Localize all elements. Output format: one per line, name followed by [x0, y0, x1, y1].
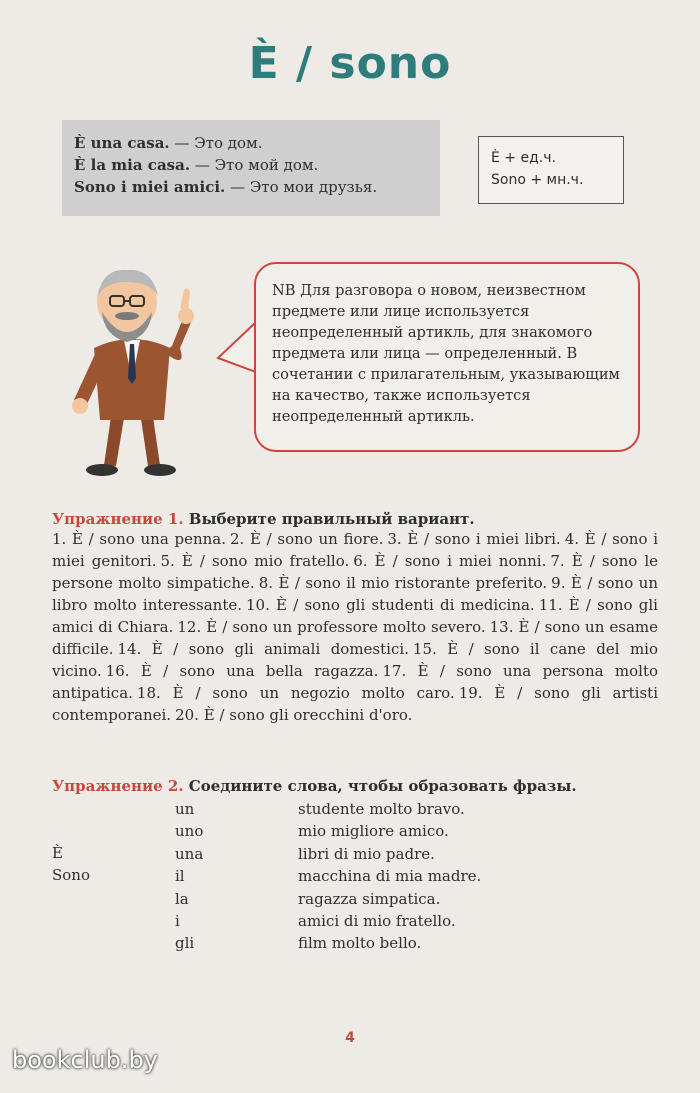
exercise-item: 9. È / sono un libro molto interessante.: [52, 574, 658, 614]
speech-bubble-tail: [214, 318, 258, 378]
exercise-item: 1. È / sono una penna.: [52, 530, 226, 548]
exercise-item: 2. È / sono un fiore.: [229, 530, 384, 548]
verbs-column: È Sono: [52, 844, 90, 885]
exercise-1: [52, 510, 658, 726]
exercise-item: 16. È / sono una bella ragazza.: [105, 662, 379, 680]
example-line: È una casa. — Это дом.: [74, 134, 263, 152]
page-title: È / sono: [248, 38, 452, 89]
phrases-column: studente molto bravo. mio migliore amico. libri di mio padre. macchina di mia madre. ragazza simpatica. amici di mio fratello. film molto bello.: [298, 800, 482, 953]
example-line: Sono i miei amici. — Это мои друзья.: [74, 178, 378, 196]
articles-column: un uno una il la i gli: [175, 800, 204, 953]
exercise-item: 10. È / sono gli studenti di medicina.: [246, 596, 535, 614]
exercise-item: 3. È / sono i miei libri.: [387, 530, 561, 548]
page-number: 4: [345, 1030, 355, 1046]
exercise-item: 18. È / sono un negozio molto caro.: [136, 684, 455, 702]
exercise-item: 14. È / sono gli animali domestici.: [117, 640, 409, 658]
exercise-2: [52, 777, 658, 795]
note-bubble: NB Для разговора о новом, неизвестном предмете или лице используется неопределенный артикль, для знакомого предмета или лица — определенный. В сочетании с прилагательным, указывающим на качество, также используется неопределенный артикль.: [254, 262, 640, 452]
exercise-item: 11. È / sono gli amici di Chiara.: [52, 596, 658, 636]
exercise-item: 15. È / sono il cane del mio vicino.: [52, 640, 658, 680]
watermark: bookclub.by: [12, 1046, 158, 1074]
example-line: È la mia casa. — Это мой дом.: [74, 156, 319, 174]
exercise-item: 20. È / sono gli orecchini d'oro.: [175, 706, 413, 724]
exercise-item: 4. È / sono i miei genitori.: [52, 530, 658, 570]
exercise-item: 8. È / sono il mio ristorante preferito.: [258, 574, 548, 592]
professor-illustration: [52, 260, 222, 485]
rule-box: È + ед.ч. Sono + мн.ч.: [478, 136, 624, 204]
exercise-2-heading: Упражнение 2. Соедините слова, чтобы образовать фразы.: [52, 777, 577, 795]
exercise-item: 12. È / sono un professore molto severo.: [177, 618, 486, 636]
examples-box: [62, 120, 440, 216]
exercise-item: 5. È / sono mio fratello.: [160, 552, 350, 570]
exercise-item: 7. È / sono le persone molto simpatiche.: [52, 552, 658, 592]
exercise-item: 19. È / sono gli artisti contemporanei.: [52, 684, 659, 724]
exercise-item: 6. È / sono i miei nonni.: [353, 552, 547, 570]
exercise-1-heading: Упражнение 1. Выберите правильный вариант.: [52, 510, 475, 528]
exercise-1-items: [52, 528, 658, 726]
exercise-item: 17. È / sono una persona molto antipatica.: [52, 662, 659, 702]
exercise-item: 13. È / sono un esame difficile.: [52, 618, 658, 658]
